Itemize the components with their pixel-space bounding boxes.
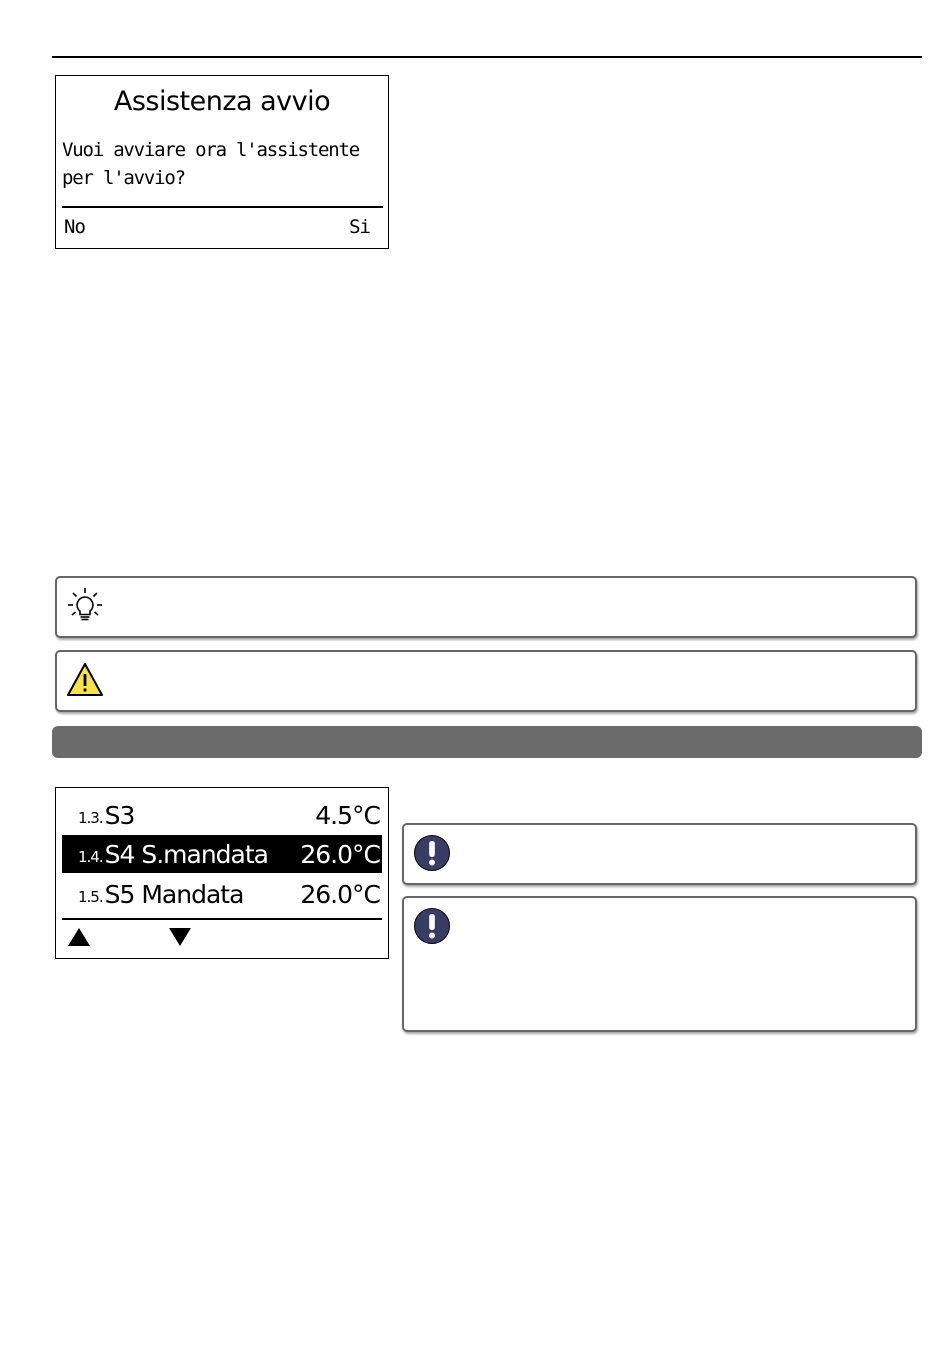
option-no[interactable]: No — [64, 216, 85, 238]
sensor-name: S4 S.mandata — [104, 839, 268, 869]
lcd-screen-start-assistant — [55, 75, 389, 249]
screen-message: Vuoi avviare ora l'assistente per l'avvio? — [62, 139, 359, 189]
row-number: 1.3. — [78, 809, 103, 827]
sensor-value: 4.5°C — [315, 800, 380, 830]
info-note-box — [402, 823, 917, 885]
sensor-value: 26.0°C — [300, 839, 380, 869]
warning-note-box — [55, 650, 917, 712]
screen-divider — [62, 206, 383, 208]
sensor-name: S3 — [104, 800, 135, 830]
top-rule — [52, 56, 922, 58]
exclamation-circle-icon — [412, 906, 452, 946]
sensor-row-s3[interactable] — [62, 796, 382, 834]
row-number: 1.5. — [78, 888, 103, 906]
row-number: 1.4. — [78, 848, 103, 866]
option-si[interactable]: Si — [349, 216, 370, 238]
sensor-value: 26.0°C — [300, 879, 380, 909]
exclamation-circle-icon — [412, 833, 452, 873]
arrow-up-icon[interactable] — [68, 928, 90, 946]
tip-note-box — [55, 576, 917, 638]
info-note-box — [402, 896, 917, 1032]
section-header-bar — [52, 726, 922, 758]
sensor-row-s4-selected[interactable] — [62, 835, 382, 873]
sensor-name: S5 Mandata — [104, 879, 244, 909]
screen-divider — [62, 918, 382, 920]
sensor-row-s5[interactable] — [62, 875, 382, 913]
lightbulb-icon — [65, 586, 105, 626]
lcd-screen-sensor-list — [55, 787, 389, 959]
screen-title: Assistenza avvio — [113, 86, 331, 117]
warning-triangle-icon — [65, 660, 105, 700]
arrow-down-icon[interactable] — [169, 928, 191, 946]
